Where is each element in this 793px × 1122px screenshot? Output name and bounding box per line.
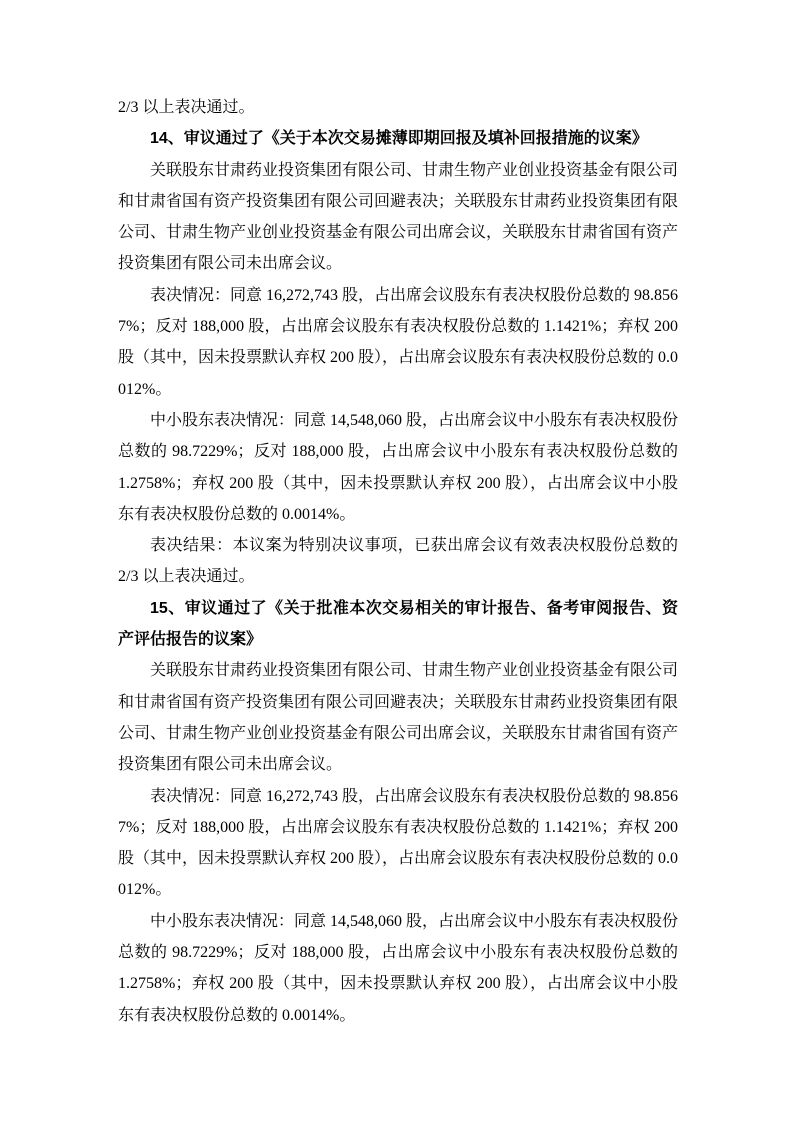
paragraph-voting-situation-15: 表决情况：同意 16,272,743 股，占出席会议股东有表决权股份总数的 98.8567%；反对 188,000 股，占出席会议股东有表决权股份总数的 1.1421%；弃权 200 股（其中，因未投票默认弃权 200 股），占出席会议股东有表决权股份总数的 0.0012%。 xyxy=(118,787,679,899)
paragraph-voting-situation-14: 表决情况：同意 16,272,743 股，占出席会议股东有表决权股份总数的 98.8567%；反对 188,000 股，占出席会议股东有表决权股份总数的 1.1421%；弃权 200 股（其中，因未投票默认弃权 200 股），占出席会议股东有表决权股份总数的 0.0012%。 xyxy=(118,286,679,398)
paragraph-recusal-statement-15: 关联股东甘肃药业投资集团有限公司、甘肃生物产业创业投资基金有限公司和甘肃省国有资产投资集团有限公司回避表决；关联股东甘肃药业投资集团有限公司、甘肃生物产业创业投资基金有限公司出席会议，关联股东甘肃省国有资产投资集团有限公司未出席会议。 xyxy=(118,662,679,774)
paragraph-minority-shareholder-voting-14: 中小股东表决情况：同意 14,548,060 股，占出席会议中小股东有表决权股份总数的 98.7229%；反对 188,000 股，占出席会议中小股东有表决权股份总数的 1.2758%；弃权 200 股（其中，因未投票默认弃权 200 股），占出席会议中小股东有表决权股份总数的 0.0014%。 xyxy=(118,411,679,523)
paragraph-continuation-prev-item: 2/3 以上表决通过。 xyxy=(118,99,255,116)
heading-item-14: 14、审议通过了《关于本次交易摊薄即期回报及填补回报措施的议案》 xyxy=(150,130,648,148)
heading-item-15: 15、审议通过了《关于批准本次交易相关的审计报告、备考审阅报告、资产评估报告的议案》 xyxy=(118,599,678,649)
paragraph-recusal-statement-14: 关联股东甘肃药业投资集团有限公司、甘肃生物产业创业投资基金有限公司和甘肃省国有资产投资集团有限公司回避表决；关联股东甘肃药业投资集团有限公司、甘肃生物产业创业投资基金有限公司出席会议，关联股东甘肃省国有资产投资集团有限公司未出席会议。 xyxy=(118,161,679,273)
paragraph-voting-result-14: 表决结果：本议案为特别决议事项，已获出席会议有效表决权股份总数的 2/3 以上表决通过。 xyxy=(118,537,678,586)
document-text-block xyxy=(118,92,678,1031)
paragraph-minority-shareholder-voting-15: 中小股东表决情况：同意 14,548,060 股，占出席会议中小股东有表决权股份总数的 98.7229%；反对 188,000 股，占出席会议中小股东有表决权股份总数的 1.2758%；弃权 200 股（其中，因未投票默认弃权 200 股），占出席会议中小股东有表决权股份总数的 0.0014%。 xyxy=(118,912,679,1024)
